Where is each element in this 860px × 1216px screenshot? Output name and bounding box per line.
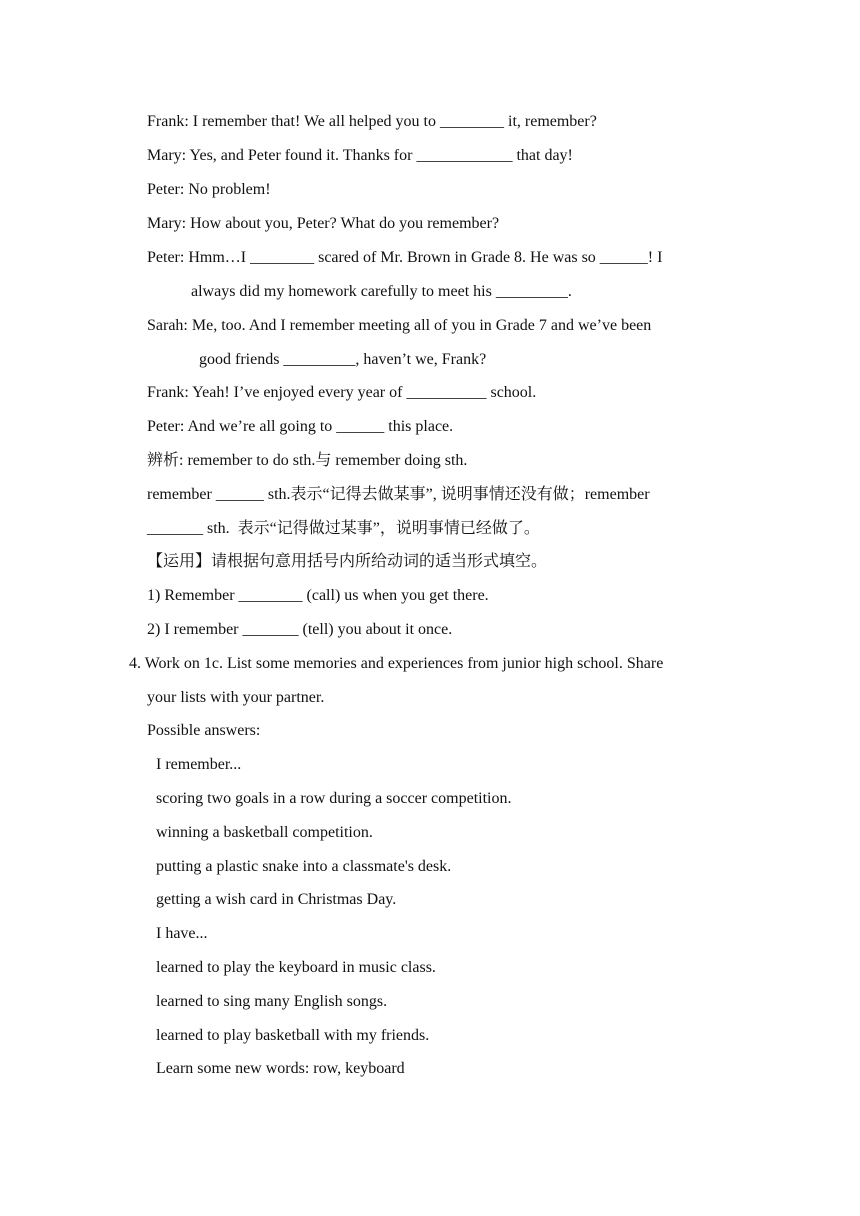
dialogue-line: Peter: No problem! — [147, 181, 271, 198]
answer-line: scoring two goals in a row during a soccer competition. — [156, 790, 512, 807]
answer-line: I have... — [156, 925, 208, 942]
task-instruction: your lists with your partner. — [147, 689, 325, 706]
answer-line: learned to play the keyboard in music class. — [156, 959, 436, 976]
practice-item: 2) I remember _______ (tell) you about it once. — [147, 621, 453, 638]
dialogue-line: always did my homework carefully to meet his _________. — [191, 283, 572, 300]
possible-answers-label: Possible answers: — [147, 722, 261, 739]
analysis-line: remember ______ sth.表示“记得去做某事”, 说明事情还没有做；remember — [147, 486, 650, 503]
analysis-title: 辨析: remember to do sth.与 remember doing sth. — [147, 452, 468, 469]
practice-item: 1) Remember ________ (call) us when you get there. — [147, 587, 489, 604]
task-instruction: 4. Work on 1c. List some memories and experiences from junior high school. Share — [129, 655, 664, 672]
practice-heading: 【运用】请根据句意用括号内所给动词的适当形式填空。 — [147, 553, 548, 570]
answer-line: learned to play basketball with my friends. — [156, 1027, 430, 1044]
dialogue-line: Mary: How about you, Peter? What do you remember? — [147, 215, 500, 232]
answer-line: I remember... — [156, 756, 242, 773]
answer-line: Learn some new words: row, keyboard — [156, 1060, 405, 1077]
dialogue-line: Peter: Hmm…I ________ scared of Mr. Brown in Grade 8. He was so ______! I — [147, 249, 663, 266]
answer-line: getting a wish card in Christmas Day. — [156, 891, 397, 908]
dialogue-line: Sarah: Me, too. And I remember meeting all of you in Grade 7 and we’ve been — [147, 317, 652, 334]
answer-line: putting a plastic snake into a classmate's desk. — [156, 858, 452, 875]
dialogue-line: Peter: And we’re all going to ______ this place. — [147, 418, 454, 435]
answer-line: winning a basketball competition. — [156, 824, 373, 841]
dialogue-line: good friends _________, haven’t we, Frank? — [199, 351, 487, 368]
dialogue-line: Frank: I remember that! We all helped you to ________ it, remember? — [147, 113, 597, 130]
dialogue-line: Frank: Yeah! I’ve enjoyed every year of __________ school. — [147, 384, 537, 401]
dialogue-line: Mary: Yes, and Peter found it. Thanks for ____________ that day! — [147, 147, 573, 164]
answer-line: learned to sing many English songs. — [156, 993, 388, 1010]
analysis-line: _______ sth. 表示“记得做过某事”，说明事情已经做了。 — [147, 520, 540, 537]
